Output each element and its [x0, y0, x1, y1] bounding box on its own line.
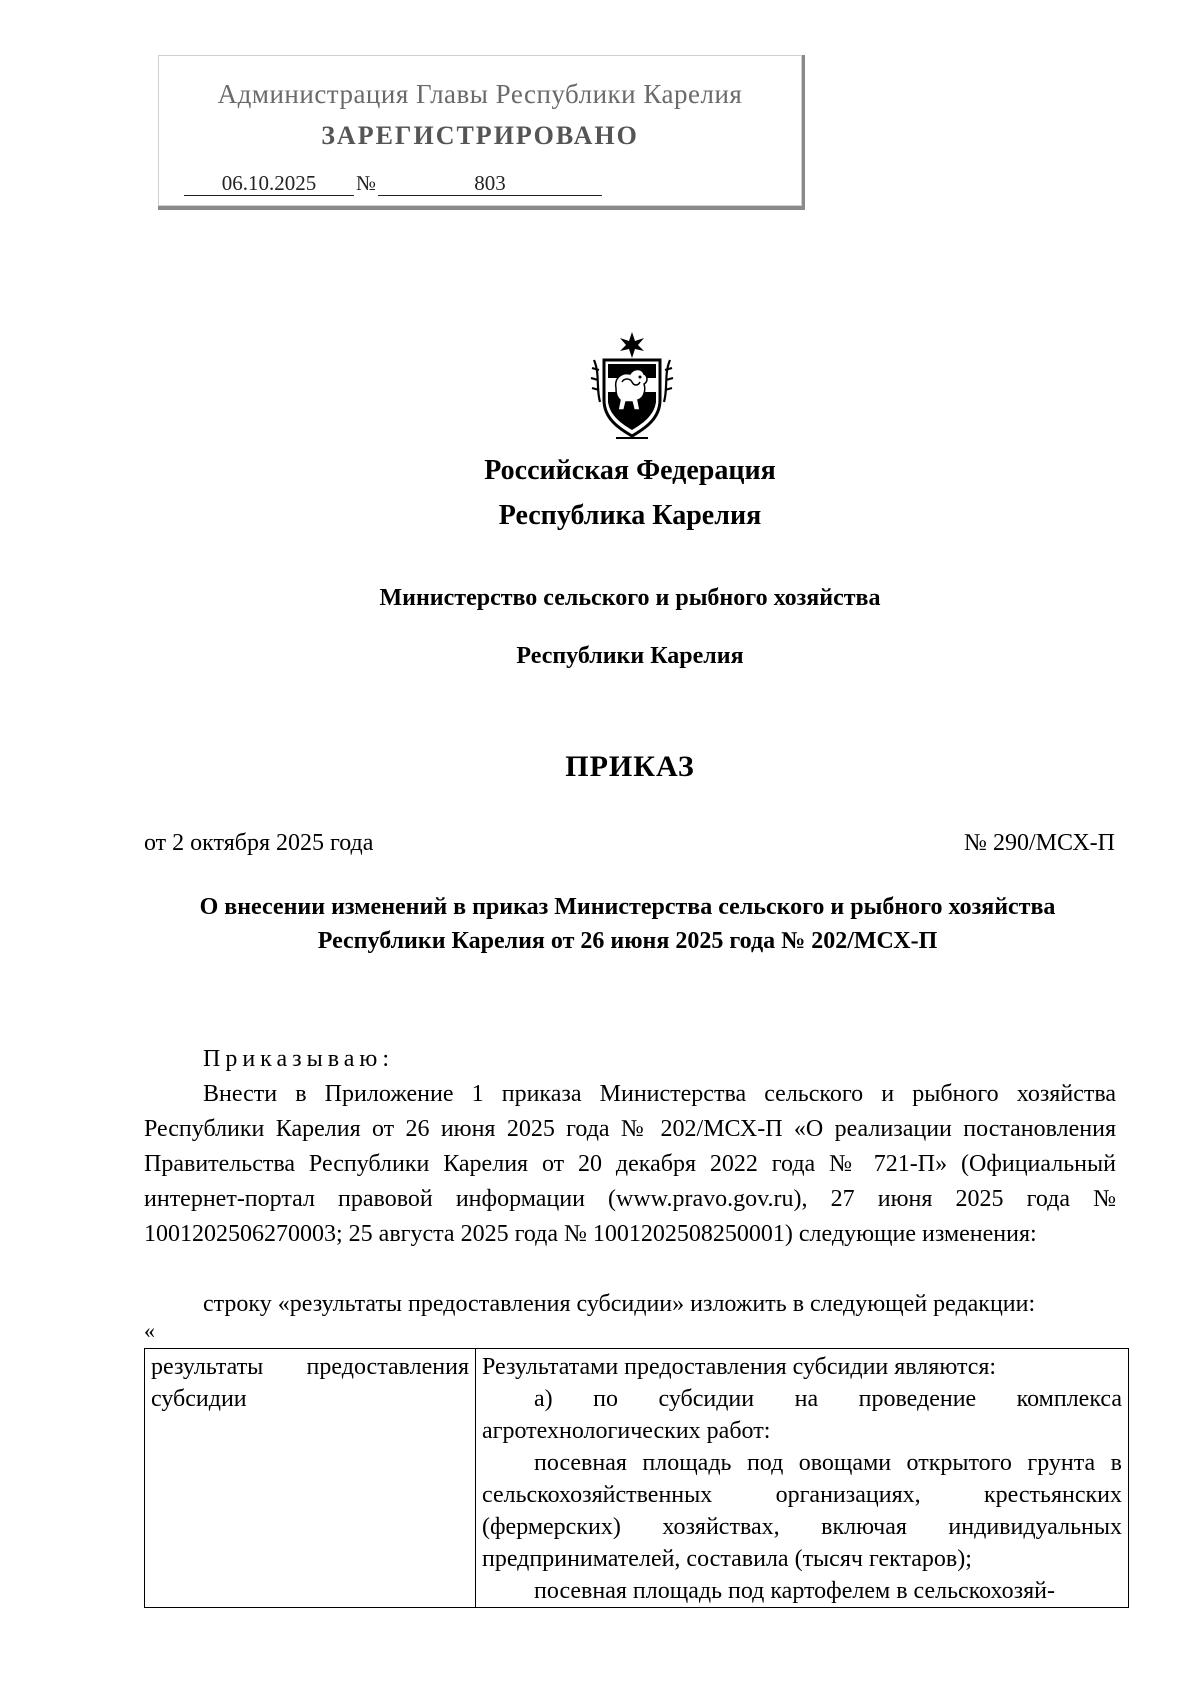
- table-cell-content: [476, 1349, 1129, 1608]
- stamp-registered: ЗАРЕГИСТРИРОВАНО: [321, 121, 639, 150]
- document-type-heading: ПРИКАЗ: [565, 750, 695, 783]
- registration-stamp: [158, 55, 805, 210]
- table-row: [145, 1349, 1129, 1608]
- order-word: Приказываю:: [203, 1046, 394, 1072]
- order-date: от 2 октября 2025 года: [144, 830, 374, 856]
- table-intro: Результатами предоставления субсидии являются:: [482, 1354, 997, 1380]
- stamp-number-label: №: [356, 171, 377, 195]
- table-item-1: посевная площадь под овощами открытого грунта в сельскохозяйственных организациях, крестьянских (фермерских) хозяйствах, включая индивидуальных предпринимателей, составила (тысяч гектаров);: [482, 1450, 1122, 1572]
- main-paragraph: Внести в Приложение 1 приказа Министерства сельского и рыбного хозяйства Республики Карелия от 26 июня 2025 года № 202/МСХ-П «О реализации постановления Правительства Республики Карелия от 20 декабря 2022 года № 721-П» (Официальный интернет-портал правовой информации (www.pravo.gov.ru), 27 июня 2025 года № 1001202506270003; 25 августа 2025 года № 1001202508250001) следующие изменения:: [144, 1081, 1116, 1247]
- stamp-authority: Администрация Главы Республики Карелия: [217, 79, 743, 109]
- results-table: [144, 1348, 1129, 1608]
- stamp-number: 803: [378, 171, 602, 196]
- table-cell-label: результаты предоставления субсидии: [145, 1349, 476, 1608]
- table-item-a: а) по субсидии на проведение комплекса агротехнологических работ:: [482, 1386, 1122, 1444]
- stamp-date: 06.10.2025: [184, 171, 354, 196]
- order-title: О внесении изменений в приказ Министерства сельского и рыбного хозяйства Республики Карелия от 26 июня 2025 года № 202/МСХ-П: [199, 894, 1056, 954]
- opening-quote: «: [144, 1318, 155, 1343]
- ministry-heading-line1: Министерство сельского и рыбного хозяйства: [379, 585, 881, 611]
- country-heading: Российская Федерация: [484, 455, 776, 486]
- order-number: № 290/МСХ-П: [964, 830, 1115, 856]
- row-instruction: строку «результаты предоставления субсидии» изложить в следующей редакции:: [203, 1291, 1036, 1317]
- coat-of-arms-icon: [586, 330, 678, 442]
- ministry-heading-line2: Республики Карелия: [516, 643, 744, 669]
- table-item-2: посевная площадь под картофелем в сельскохозяй-: [534, 1578, 1055, 1604]
- stamp-registration-row: [184, 171, 602, 196]
- republic-heading: Республика Карелия: [498, 500, 762, 531]
